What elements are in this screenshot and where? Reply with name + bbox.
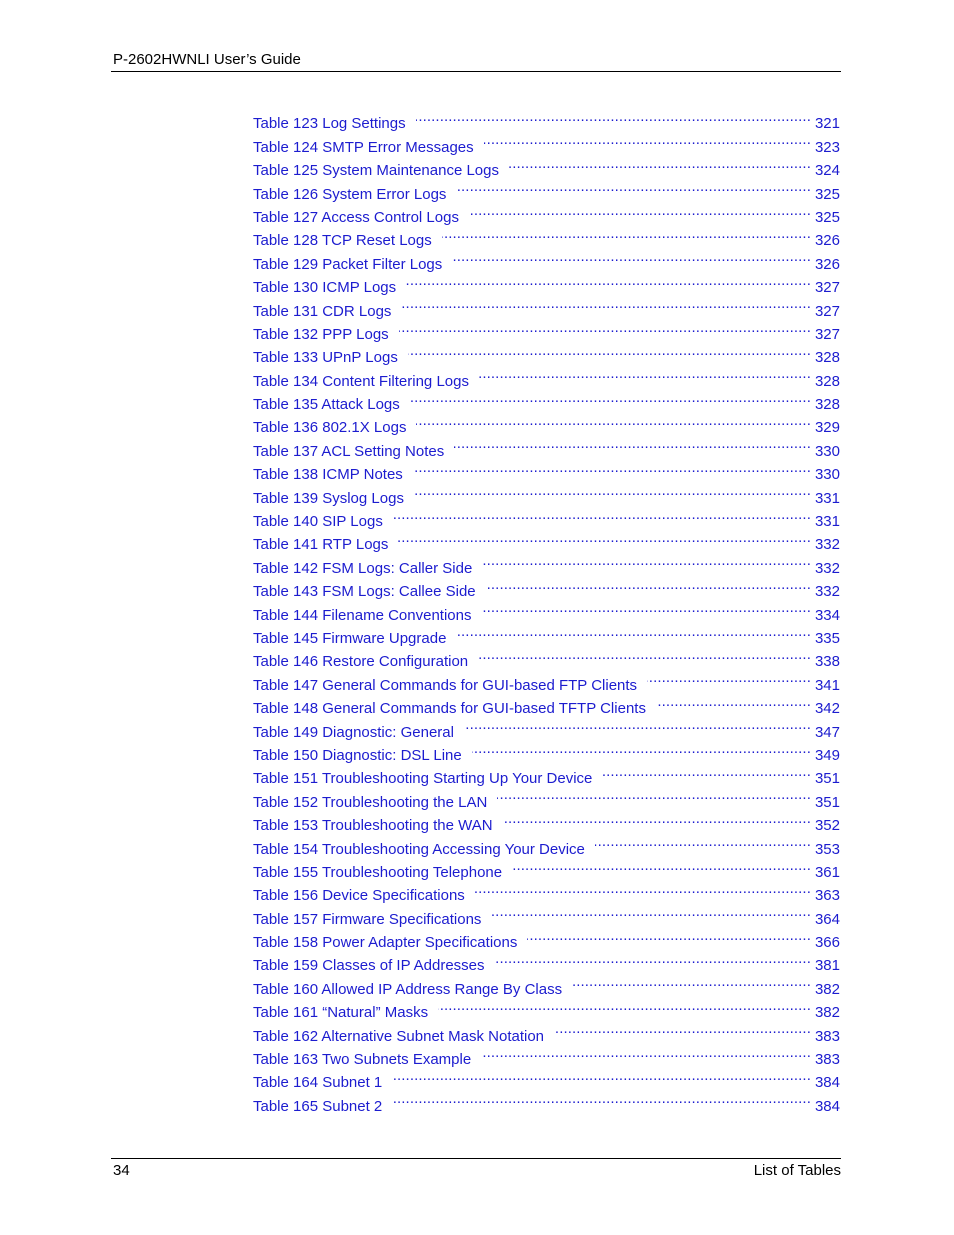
toc-entry-title[interactable]: Table 139 Syslog Logs <box>253 489 404 507</box>
dot-leader <box>509 152 811 175</box>
list-of-tables <box>253 105 840 1115</box>
dot-leader <box>647 666 811 689</box>
toc-entry-page[interactable]: 347 <box>814 723 840 741</box>
toc-entry-page[interactable]: 327 <box>814 302 840 320</box>
toc-entry-page[interactable]: 330 <box>814 442 840 460</box>
dot-leader <box>482 549 811 572</box>
toc-entry-title[interactable]: Table 138 ICMP Notes <box>253 466 403 484</box>
dot-leader <box>572 970 811 993</box>
toc-entry-title[interactable]: Table 147 General Commands for GUI-based FTP Clients <box>253 676 638 694</box>
toc-entry-page[interactable]: 328 <box>814 349 840 367</box>
toc-entry-page[interactable]: 353 <box>814 840 840 858</box>
dot-leader <box>481 596 811 619</box>
toc-entry-title[interactable]: Table 154 Troubleshooting Accessing Your Device <box>253 840 585 858</box>
toc-entry-page[interactable]: 361 <box>814 863 840 881</box>
toc-entry-page[interactable]: 381 <box>814 957 840 975</box>
toc-entry-title[interactable]: Table 131 CDR Logs <box>253 302 392 320</box>
toc-entry-page[interactable]: 326 <box>814 255 840 273</box>
dot-leader <box>401 292 811 315</box>
toc-entry-title[interactable]: Table 135 Attack Logs <box>253 396 400 414</box>
dot-leader <box>416 409 811 432</box>
toc-entry-title[interactable]: Table 153 Troubleshooting the WAN <box>253 817 493 835</box>
toc-entry-page[interactable]: 384 <box>814 1074 840 1092</box>
dot-leader <box>398 526 811 549</box>
toc-entry-title[interactable]: Table 149 Diagnostic: General <box>253 723 454 741</box>
dot-leader <box>554 1017 811 1040</box>
toc-entry-title[interactable]: Table 150 Diagnostic: DSL Line <box>253 746 462 764</box>
toc-entry-page[interactable]: 332 <box>814 559 840 577</box>
toc-entry-page[interactable]: 332 <box>814 536 840 554</box>
toc-entry-title[interactable]: Table 142 FSM Logs: Caller Side <box>253 559 473 577</box>
toc-entry-title[interactable]: Table 123 Log Settings <box>253 115 406 133</box>
toc-entry-page[interactable]: 382 <box>814 980 840 998</box>
toc-entry-page[interactable]: 321 <box>814 115 840 133</box>
dot-leader <box>452 245 811 268</box>
toc-entry-page[interactable]: 334 <box>814 606 840 624</box>
toc-entry-title[interactable]: Table 158 Power Adapter Specifications <box>253 934 518 952</box>
toc-entry-page[interactable]: 383 <box>814 1051 840 1069</box>
toc-entry-page[interactable]: 351 <box>814 770 840 788</box>
toc-entry-title[interactable]: Table 145 Firmware Upgrade <box>253 629 447 647</box>
toc-entry-title[interactable]: Table 132 PPP Logs <box>253 325 389 343</box>
dot-leader <box>454 432 811 455</box>
dot-leader <box>475 877 811 900</box>
page-header-title: P-2602HWNLI User’s Guide <box>113 51 301 68</box>
toc-entry-title[interactable]: Table 146 Restore Configuration <box>253 653 469 671</box>
toc-entry-title[interactable]: Table 151 Troubleshooting Starting Up Your Device <box>253 770 593 788</box>
header-divider <box>111 71 841 72</box>
toc-entry-page[interactable]: 325 <box>814 208 840 226</box>
toc-entry-title[interactable]: Table 164 Subnet 1 <box>253 1074 383 1092</box>
dot-leader <box>486 573 811 596</box>
toc-entry-page[interactable]: 331 <box>814 489 840 507</box>
dot-leader <box>595 830 811 853</box>
dot-leader <box>392 1087 811 1110</box>
dot-leader <box>495 947 811 970</box>
dot-leader <box>479 362 811 385</box>
dot-leader <box>456 620 811 643</box>
toc-entry-page[interactable]: 323 <box>814 138 840 156</box>
toc-entry-page[interactable]: 327 <box>814 279 840 297</box>
toc-entry-page[interactable]: 382 <box>814 1004 840 1022</box>
toc-entry-title[interactable]: Table 125 System Maintenance Logs <box>253 162 499 180</box>
toc-entry-title[interactable]: Table 124 SMTP Error Messages <box>253 138 474 156</box>
dot-leader <box>472 737 811 760</box>
toc-entry-page[interactable]: 330 <box>814 466 840 484</box>
toc-entry-page[interactable]: 352 <box>814 817 840 835</box>
toc-entry-title[interactable]: Table 148 General Commands for GUI-based TFTP Clients <box>253 700 646 718</box>
dot-leader <box>406 269 811 292</box>
dot-leader <box>469 199 811 222</box>
toc-entry-page[interactable]: 363 <box>814 887 840 905</box>
dot-leader <box>527 924 811 947</box>
toc-entry-title[interactable]: Table 159 Classes of IP Addresses <box>253 957 485 975</box>
toc-entry-page[interactable]: 331 <box>814 513 840 531</box>
dot-leader <box>656 690 811 713</box>
toc-entry-title[interactable]: Table 156 Device Specifications <box>253 887 465 905</box>
toc-entry-page[interactable]: 328 <box>814 396 840 414</box>
toc-entry-page[interactable]: 326 <box>814 232 840 250</box>
toc-entry-title[interactable]: Table 152 Troubleshooting the LAN <box>253 793 488 811</box>
toc-entry-page[interactable]: 335 <box>814 629 840 647</box>
dot-leader <box>442 222 811 245</box>
toc-entry-page[interactable]: 332 <box>814 583 840 601</box>
toc-entry-title[interactable]: Table 128 TCP Reset Logs <box>253 232 432 250</box>
dot-leader <box>413 456 811 479</box>
toc-entry-title[interactable]: Table 136 802.1X Logs <box>253 419 407 437</box>
toc-entry-page[interactable]: 329 <box>814 419 840 437</box>
dot-leader <box>503 807 811 830</box>
footer-page-number: 34 <box>113 1162 130 1179</box>
toc-entry-title[interactable]: Table 144 Filename Conventions <box>253 606 472 624</box>
dot-leader <box>438 994 811 1017</box>
toc-entry-title[interactable]: Table 155 Troubleshooting Telephone <box>253 863 503 881</box>
toc-entry-title[interactable]: Table 127 Access Control Logs <box>253 208 459 226</box>
dot-leader <box>491 900 811 923</box>
toc-entry-page[interactable]: 338 <box>814 653 840 671</box>
toc-entry-title[interactable]: Table 157 Firmware Specifications <box>253 910 482 928</box>
toc-entry-page[interactable]: 342 <box>814 700 840 718</box>
dot-leader <box>484 128 811 151</box>
toc-entry-title[interactable]: Table 141 RTP Logs <box>253 536 389 554</box>
dot-leader <box>393 503 811 526</box>
toc-entry-title[interactable]: Table 160 Allowed IP Address Range By Class <box>253 980 563 998</box>
toc-entry-title[interactable]: Table 143 FSM Logs: Callee Side <box>253 583 476 601</box>
toc-entry-page[interactable]: 351 <box>814 793 840 811</box>
toc-entry-page[interactable]: 324 <box>814 162 840 180</box>
toc-entry-page[interactable]: 383 <box>814 1027 840 1045</box>
toc-entry-title[interactable]: Table 165 Subnet 2 <box>253 1097 383 1115</box>
toc-entry-page[interactable]: 384 <box>814 1097 840 1115</box>
dot-leader <box>478 643 811 666</box>
toc-entry[interactable] <box>253 105 840 133</box>
toc-entry-page[interactable]: 328 <box>814 372 840 390</box>
toc-entry-title[interactable]: Table 140 SIP Logs <box>253 513 383 531</box>
dot-leader <box>464 713 811 736</box>
toc-entry-page[interactable]: 341 <box>814 676 840 694</box>
dot-leader <box>497 783 811 806</box>
dot-leader <box>602 760 811 783</box>
dot-leader <box>456 175 811 198</box>
toc-entry-title[interactable]: Table 134 Content Filtering Logs <box>253 372 469 390</box>
toc-entry-title[interactable]: Table 130 ICMP Logs <box>253 279 397 297</box>
footer-section-title: List of Tables <box>753 1162 841 1179</box>
footer-divider <box>111 1158 841 1159</box>
toc-entry-title[interactable]: Table 126 System Error Logs <box>253 185 447 203</box>
toc-entry-page[interactable]: 366 <box>814 934 840 952</box>
toc-entry-title[interactable]: Table 163 Two Subnets Example <box>253 1051 472 1069</box>
toc-entry-title[interactable]: Table 161 “Natural” Masks <box>253 1004 429 1022</box>
toc-entry-page[interactable]: 325 <box>814 185 840 203</box>
dot-leader <box>408 339 811 362</box>
toc-entry-title[interactable]: Table 162 Alternative Subnet Mask Notation <box>253 1027 545 1045</box>
dot-leader <box>410 386 811 409</box>
dot-leader <box>399 316 811 339</box>
toc-entry-page[interactable]: 349 <box>814 746 840 764</box>
toc-entry-page[interactable]: 327 <box>814 325 840 343</box>
dot-leader <box>414 479 811 502</box>
toc-entry-title[interactable]: Table 137 ACL Setting Notes <box>253 442 445 460</box>
dot-leader <box>481 1041 811 1064</box>
toc-entry-page[interactable]: 364 <box>814 910 840 928</box>
dot-leader <box>416 105 811 128</box>
dot-leader <box>392 1064 811 1087</box>
dot-leader <box>512 854 811 877</box>
toc-entry-title[interactable]: Table 129 Packet Filter Logs <box>253 255 443 273</box>
toc-entry-title[interactable]: Table 133 UPnP Logs <box>253 349 398 367</box>
